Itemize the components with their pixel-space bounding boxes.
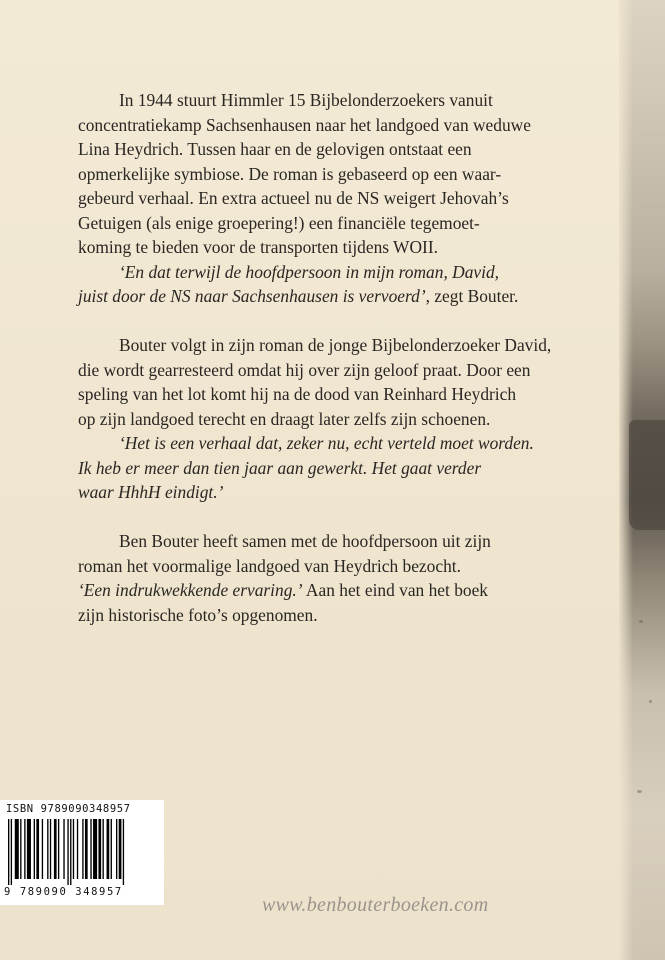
blurb-line: Bouter volgt in zijn roman de jonge Bijbelonderzoeker David, xyxy=(119,335,552,355)
barcode-bar xyxy=(34,819,35,879)
barcode-bar xyxy=(98,819,101,879)
blurb-text xyxy=(78,88,588,627)
barcode-bar xyxy=(27,819,31,879)
isbn-barcode xyxy=(0,800,164,905)
barcode-bar xyxy=(20,819,21,879)
blurb-paragraph-3 xyxy=(78,529,588,627)
blurb-text-fragment: Aan het eind van het boek xyxy=(302,580,488,600)
barcode-bar xyxy=(70,819,71,885)
barcode-bar xyxy=(67,819,68,885)
barcode-bar xyxy=(24,819,25,879)
blurb-line: speling van het lot komt hij na de dood van Reinhard Heydrich xyxy=(78,384,517,404)
blurb-line: Lina Heydrich. Tussen haar en de gelovigen ontstaat een xyxy=(78,139,472,159)
barcode-bar xyxy=(58,819,59,879)
barcode-bar xyxy=(73,819,74,879)
blurb-paragraph-2 xyxy=(78,333,588,505)
barcode-bar xyxy=(111,819,112,879)
author-quote: ‘Een indrukwekkende ervaring.’ xyxy=(78,580,303,600)
blurb-line: gebeurd verhaal. En extra actueel nu de NS weigert Jehovah’s xyxy=(78,188,509,208)
barcode-bar xyxy=(11,819,12,885)
barcode-bar xyxy=(63,819,64,879)
barcode-bar xyxy=(93,819,97,879)
blurb-line: Getuigen (als enige groepering!) een financiële tegemoet- xyxy=(78,212,480,233)
barcode-bar xyxy=(54,819,57,879)
photo-speck xyxy=(637,790,642,793)
author-quote-line: waar HhhH eindigt.’ xyxy=(78,482,224,502)
barcode-bar xyxy=(119,819,122,879)
blurb-line: roman het voormalige landgoed van Heydrich bezocht. xyxy=(78,555,461,576)
barcode-bar xyxy=(8,819,9,885)
barcode-bar xyxy=(15,819,19,879)
barcode-bar xyxy=(77,819,78,879)
barcode-bar xyxy=(90,819,91,879)
barcode-digits: 9 789090 348957 xyxy=(4,886,123,898)
blurb-line: Ben Bouter heeft samen met de hoofdpersoon uit zijn xyxy=(119,531,491,551)
blurb-line: concentratiekamp Sachsenhausen naar het landgoed van weduwe xyxy=(78,114,531,135)
barcode-bar xyxy=(42,819,43,879)
photo-speck xyxy=(649,700,652,703)
photo-speck xyxy=(639,620,643,623)
barcode-icon xyxy=(6,819,160,885)
barcode-bar xyxy=(107,819,110,879)
author-quote-line xyxy=(78,284,588,309)
author-quote-line: Ik heb er meer dan tien jaar aan gewerkt. Het gaat verder xyxy=(78,457,482,478)
barcode-bar xyxy=(36,819,39,879)
author-quote-line: ‘En dat terwijl de hoofdpersoon in mijn roman, David, xyxy=(119,261,499,282)
blurb-line: In 1944 stuurt Himmler 15 Bijbelonderzoekers vanuit xyxy=(119,90,493,110)
barcode-bar xyxy=(85,819,88,879)
barcode-bar xyxy=(116,819,117,879)
blurb-paragraph-1 xyxy=(78,88,588,309)
isbn-label: ISBN 9789090348957 xyxy=(6,803,131,815)
blurb-line: opmerkelijke symbiose. De roman is gebaseerd op een waar- xyxy=(78,163,502,184)
blurb-line: die wordt gearresteerd omdat hij over zijn geloof praat. Door een xyxy=(78,359,531,380)
author-quote: juist door de NS naar Sachsenhausen is vervoerd’ xyxy=(78,286,426,306)
quote-attribution: , zegt Bouter. xyxy=(425,286,519,306)
barcode-bar xyxy=(103,819,104,879)
blurb-line: op zijn landgoed terecht en draagt later zelfs zijn schoenen. xyxy=(78,408,491,429)
author-quote-line: ‘Het is een verhaal dat, zeker nu, echt verteld moet worden. xyxy=(119,433,534,453)
website-url[interactable]: www.benbouterboeken.com xyxy=(262,894,489,916)
blurb-line: zijn historische foto’s opgenomen. xyxy=(78,604,318,625)
blurb-line: koming te bieden voor de transporten tijdens WOII. xyxy=(78,237,438,257)
barcode-bar xyxy=(123,819,124,885)
cover-photo-edge xyxy=(619,0,665,960)
barcode-bar xyxy=(82,819,83,879)
photo-dark-shape xyxy=(629,420,665,530)
barcode-bar xyxy=(47,819,48,879)
barcode-bar xyxy=(50,819,51,879)
blurb-line xyxy=(78,578,588,603)
